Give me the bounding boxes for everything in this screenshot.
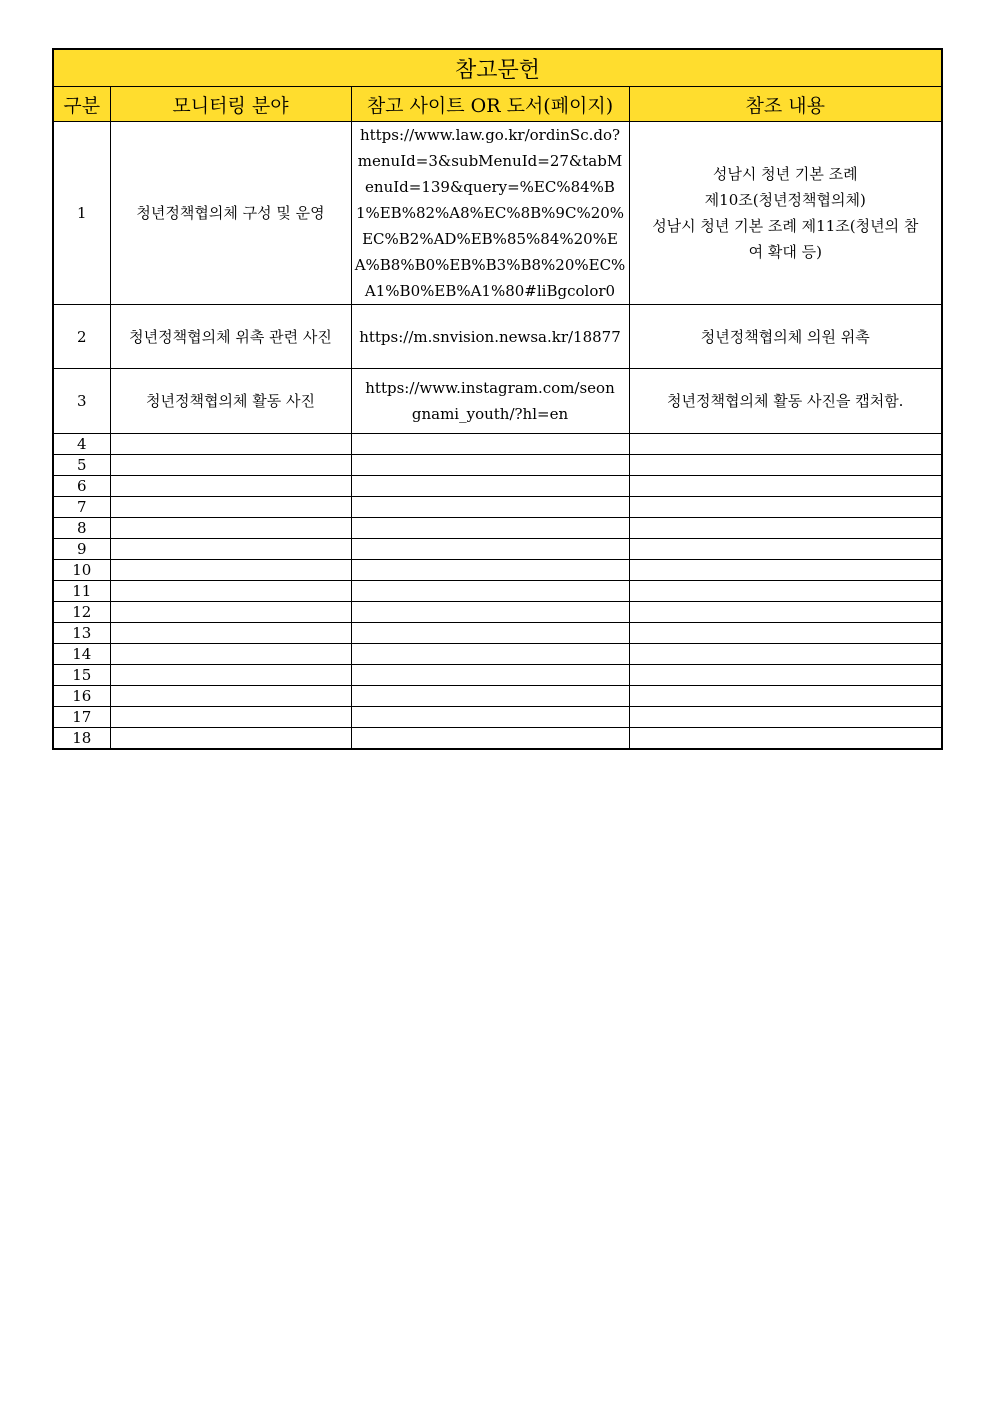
- row-number: 9: [53, 539, 110, 560]
- table-row: [53, 728, 942, 750]
- content-line: 성남시 청년 기본 조례 제11조(청년의 참여 확대 등): [652, 217, 919, 261]
- row-number: 4: [53, 434, 110, 455]
- table-row: [53, 539, 942, 560]
- row-content: 청년정책협의체 의원 위촉: [629, 305, 942, 369]
- empty-cell: [351, 476, 629, 497]
- empty-cell: [351, 602, 629, 623]
- empty-cell: [351, 455, 629, 476]
- table-row: [53, 665, 942, 686]
- empty-cell: [629, 539, 942, 560]
- content-line: 성남시 청년 기본 조례: [712, 165, 858, 183]
- empty-cell: [110, 602, 351, 623]
- empty-cell: [110, 518, 351, 539]
- empty-cell: [351, 497, 629, 518]
- empty-cell: [351, 728, 629, 750]
- empty-cell: [110, 560, 351, 581]
- table-title-row: [53, 49, 942, 87]
- empty-cell: [110, 686, 351, 707]
- header-category: 구분: [53, 87, 110, 122]
- header-monitoring-field: 모니터링 분야: [110, 87, 351, 122]
- empty-cell: [110, 434, 351, 455]
- empty-cell: [110, 707, 351, 728]
- row-number: 6: [53, 476, 110, 497]
- empty-cell: [351, 539, 629, 560]
- row-number: 11: [53, 581, 110, 602]
- content-line: 제10조(청년정책협의체): [704, 191, 866, 209]
- empty-cell: [351, 623, 629, 644]
- row-number: 10: [53, 560, 110, 581]
- table-row: [53, 581, 942, 602]
- table-row: [53, 305, 942, 369]
- row-source-link[interactable]: https://m.snvision.newsa.kr/18877: [351, 305, 629, 369]
- table-row: [53, 434, 942, 455]
- row-number: 5: [53, 455, 110, 476]
- table-row: [53, 623, 942, 644]
- row-number: 1: [53, 122, 110, 305]
- row-field: 청년정책협의체 구성 및 운영: [110, 122, 351, 305]
- header-reference-content: 참조 내용: [629, 87, 942, 122]
- table-row: [53, 497, 942, 518]
- empty-cell: [351, 686, 629, 707]
- row-number: 3: [53, 369, 110, 434]
- table-row: [53, 369, 942, 434]
- empty-cell: [110, 476, 351, 497]
- empty-cell: [110, 644, 351, 665]
- empty-cell: [629, 602, 942, 623]
- row-source-link[interactable]: https://www.instagram.com/seongnami_youth/?hl=en: [351, 369, 629, 434]
- row-number: 17: [53, 707, 110, 728]
- table-title: 참고문헌: [53, 49, 942, 87]
- table-header-row: [53, 87, 942, 122]
- table-row: [53, 560, 942, 581]
- empty-cell: [110, 455, 351, 476]
- empty-cell: [351, 560, 629, 581]
- table-row: [53, 686, 942, 707]
- empty-cell: [629, 455, 942, 476]
- empty-cell: [629, 434, 942, 455]
- row-number: 8: [53, 518, 110, 539]
- row-number: 14: [53, 644, 110, 665]
- empty-cell: [629, 686, 942, 707]
- row-number: 16: [53, 686, 110, 707]
- empty-cell: [629, 728, 942, 750]
- empty-cell: [629, 581, 942, 602]
- empty-cell: [351, 707, 629, 728]
- row-number: 13: [53, 623, 110, 644]
- row-content: [629, 122, 942, 305]
- empty-cell: [110, 539, 351, 560]
- empty-cell: [629, 518, 942, 539]
- row-number: 2: [53, 305, 110, 369]
- row-field: 청년정책협의체 위촉 관련 사진: [110, 305, 351, 369]
- table-row: [53, 518, 942, 539]
- table-row: [53, 602, 942, 623]
- empty-cell: [351, 518, 629, 539]
- table-row: [53, 122, 942, 305]
- empty-cell: [629, 497, 942, 518]
- row-field: 청년정책협의체 활동 사진: [110, 369, 351, 434]
- empty-cell: [110, 623, 351, 644]
- empty-cell: [629, 665, 942, 686]
- empty-cell: [629, 476, 942, 497]
- header-source: 참고 사이트 OR 도서(페이지): [351, 87, 629, 122]
- empty-cell: [629, 623, 942, 644]
- row-content: 청년정책협의체 활동 사진을 캡처함.: [629, 369, 942, 434]
- empty-cell: [110, 581, 351, 602]
- table-row: [53, 644, 942, 665]
- row-number: 15: [53, 665, 110, 686]
- reference-table: [52, 48, 943, 750]
- empty-cell: [110, 497, 351, 518]
- empty-cell: [351, 434, 629, 455]
- empty-cell: [110, 728, 351, 750]
- row-number: 7: [53, 497, 110, 518]
- row-number: 12: [53, 602, 110, 623]
- table-row: [53, 476, 942, 497]
- row-source-link[interactable]: https://www.law.go.kr/ordinSc.do?menuId=3&subMenuId=27&tabMenuId=139&query=%EC%84%B1%EB%82%A8%EC%8B%9C%20%EC%B2%AD%EB%85%84%20%EA%B8%B0%EB%B3%B8%20%EC%A1%B0%EB%A1%80#liBgcolor0: [351, 122, 629, 305]
- empty-cell: [629, 644, 942, 665]
- empty-cell: [629, 560, 942, 581]
- empty-cell: [110, 665, 351, 686]
- table-row: [53, 707, 942, 728]
- empty-cell: [351, 665, 629, 686]
- empty-cell: [629, 707, 942, 728]
- empty-cell: [351, 644, 629, 665]
- empty-cell: [351, 581, 629, 602]
- table-row: [53, 455, 942, 476]
- row-number: 18: [53, 728, 110, 750]
